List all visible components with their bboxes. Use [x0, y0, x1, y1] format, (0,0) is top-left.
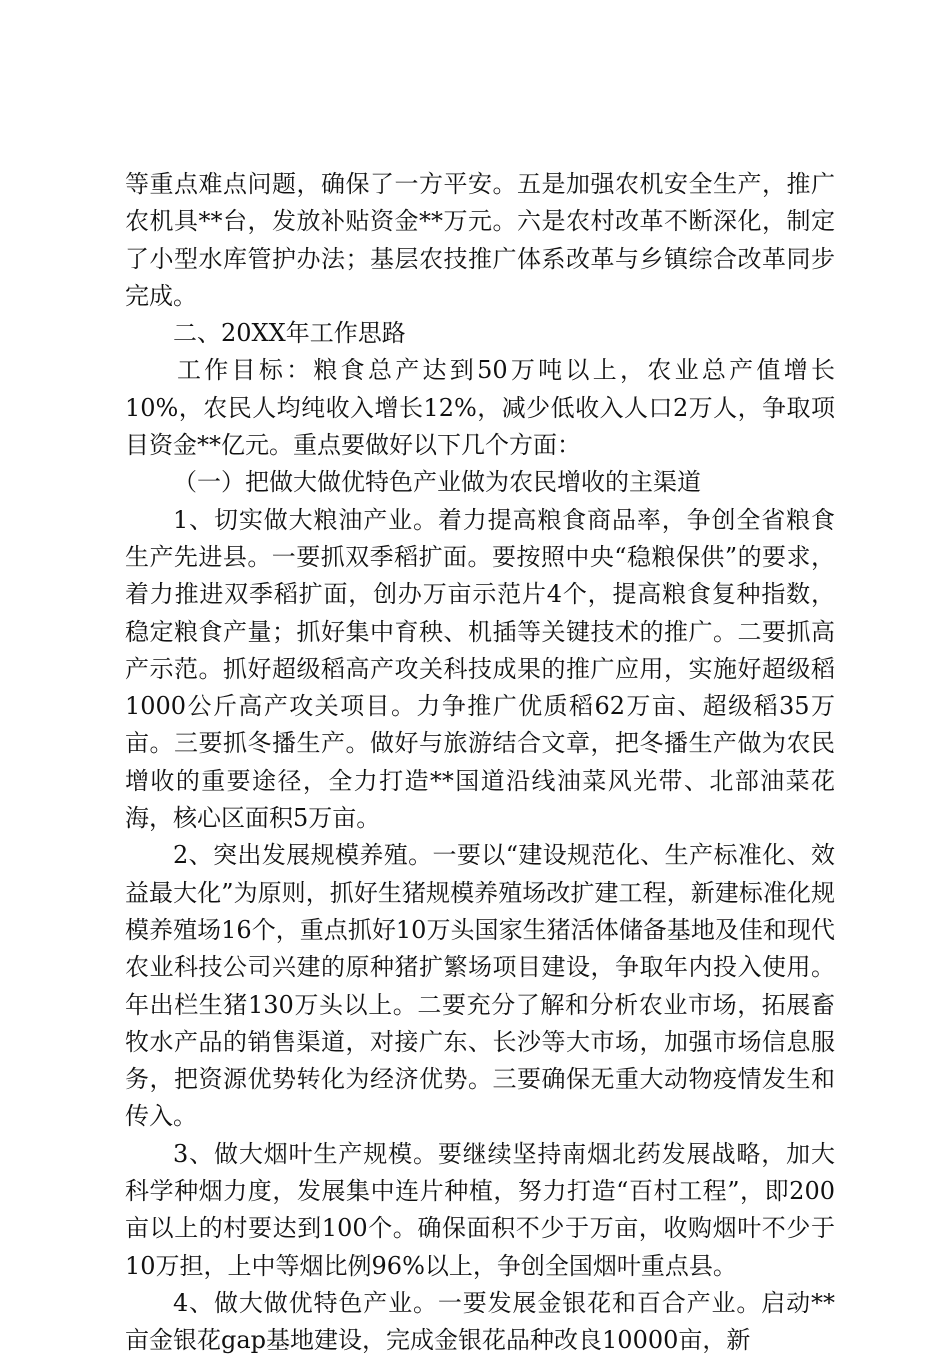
- paragraph-grain-oil: 1、切实做大粮油产业。着力提高粮食商品率，争创全省粮食生产先进县。一要抓双季稻扩面。要按照中央“稳粮保供”的要求，着力推进双季稻扩面，创办万亩示范片4个，提高粮食复种指数，稳定粮食产量；抓好集中育秧、机插等关键技术的推广。二要抓高产示范。抓好超级稻高产攻关科技成果的推广应用，实施好超级稻1000公斤高产攻关项目。力争推广优质稻62万亩、超级稻35万亩。三要抓冬播生产。做好与旅游结合文章，把冬播生产做为农民增收的重要途径，全力打造**国道沿线油菜风光带、北部油菜花海，核心区面积5万亩。: [125, 505, 835, 833]
- document-body: [125, 166, 835, 1360]
- paragraph-continuation: 等重点难点问题，确保了一方平安。五是加强农机安全生产，推广农机具**台，发放补贴资金**万元。六是农村改革不断深化，制定了小型水库管护办法；基层农技推广体系改革与乡镇综合改革同步完成。: [125, 170, 835, 310]
- paragraph-specialty: 4、做大做优特色产业。一要发展金银花和百合产业。启动**亩金银花gap基地建设，完成金银花品种改良10000亩，新: [125, 1288, 835, 1355]
- section-heading-work-plan: 二、20XX年工作思路: [173, 319, 406, 348]
- paragraph-work-goals: 工作目标：粮食总产达到50万吨以上，农业总产值增长10%，农民人均纯收入增长12%，减少低收入人口2万人，争取项目资金**亿元。重点要做好以下几个方面：: [125, 356, 835, 460]
- paragraph-livestock: 2、突出发展规模养殖。一要以“建设规范化、生产标准化、效益最大化”为原则，抓好生猪规模养殖场改扩建工程，新建标准化规模养殖场16个，重点抓好10万头国家生猪活体储备基地及佳和现代农业科技公司兴建的原种猪扩繁场项目建设，争取年内投入使用。年出栏生猪130万头以上。二要充分了解和分析农业市场，拓展畜牧水产品的销售渠道，对接广东、长沙等大市场，加强市场信息服务，把资源优势转化为经济优势。三要确保无重大动物疫情发生和传入。: [125, 841, 835, 1131]
- subsection-heading-1: （一）把做大做优特色产业做为农民增收的主渠道: [173, 468, 701, 497]
- paragraph-tobacco: 3、做大烟叶生产规模。要继续坚持南烟北药发展战略，加大科学种烟力度，发展集中连片种植，努力打造“百村工程”，即200亩以上的村要达到100个。确保面积不少于万亩，收购烟叶不少于10万担，上中等烟比例96%以上，争创全国烟叶重点县。: [125, 1139, 835, 1280]
